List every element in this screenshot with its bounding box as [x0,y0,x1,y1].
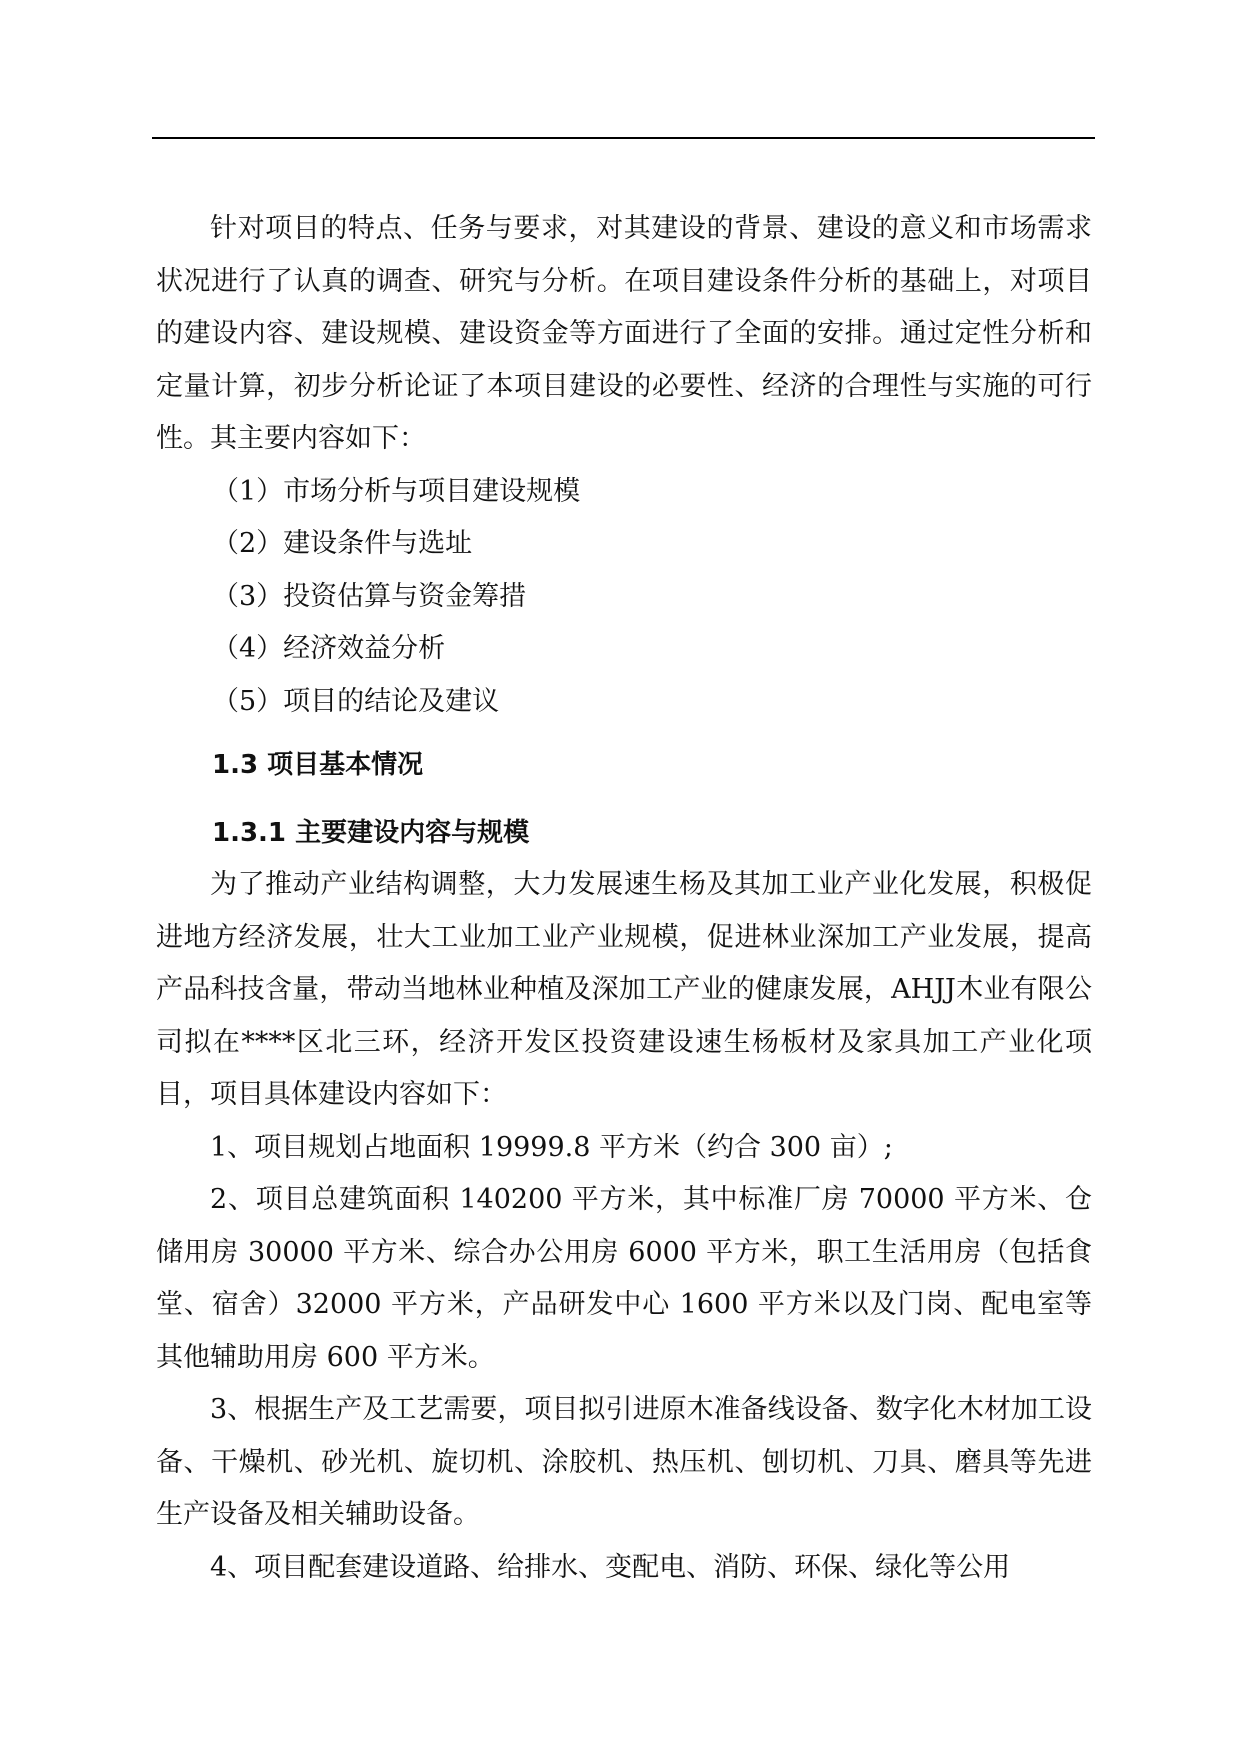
section-heading: 1.3 项目基本情况 [212,750,424,780]
subsection-heading: 1.3.1 主要建设内容与规模 [212,818,530,848]
contents-list [156,466,1092,729]
list-item: （5）项目的结论及建议 [212,685,500,717]
item-paragraph-4: 4、项目配套建设道路、给排水、变配电、消防、环保、绿化等公用 [210,1551,1011,1583]
list-item: （1）市场分析与项目建设规模 [212,475,581,507]
list-item: （2）建设条件与选址 [212,528,473,559]
item-paragraph-1: 1、项目规划占地面积 19999.8 平方米（约合 300 亩）; [210,1131,893,1163]
header-rule [152,137,1095,139]
item-paragraph-3: 3、根据生产及工艺需要，项目拟引进原木准备线设备、数字化木材加工设备、干燥机、砂光机、旋切机、涂胶机、热压机、刨切机、刀具、磨具等先进生产设备及相关辅助设备。 [156,1394,1092,1530]
document-body [156,203,1092,1594]
list-item: （3）投资估算与资金筹措 [212,580,527,612]
list-item: （4）经济效益分析 [212,633,446,664]
body-paragraph: 为了推动产业结构调整，大力发展速生杨及其加工业产业化发展，积极促进地方经济发展，壮大工业加工业产业规模，促进林业深加工产业发展，提高产品科技含量，带动当地林业种植及深加工产业的健康发展，AHJJ木业有限公司拟在****区北三环，经济开发区投资建设速生杨板材及家具加工产业化项目，项目具体建设内容如下： [156,869,1092,1110]
intro-paragraph: 针对项目的特点、任务与要求，对其建设的背景、建设的意义和市场需求状况进行了认真的调查、研究与分析。在项目建设条件分析的基础上，对项目的建设内容、建设规模、建设资金等方面进行了全面的安排。通过定性分析和定量计算，初步分析论证了本项目建设的必要性、经济的合理性与实施的可行性。其主要内容如下： [156,213,1092,454]
item-paragraph-2: 2、项目总建筑面积 140200 平方米，其中标准厂房 70000 平方米、仓储用房 30000 平方米、综合办公用房 6000 平方米，职工生活用房（包括食堂、宿舍）32000 平方米，产品研发中心 1600 平方米以及门岗、配电室等其他辅助用房 600 平方米。 [156,1184,1092,1373]
